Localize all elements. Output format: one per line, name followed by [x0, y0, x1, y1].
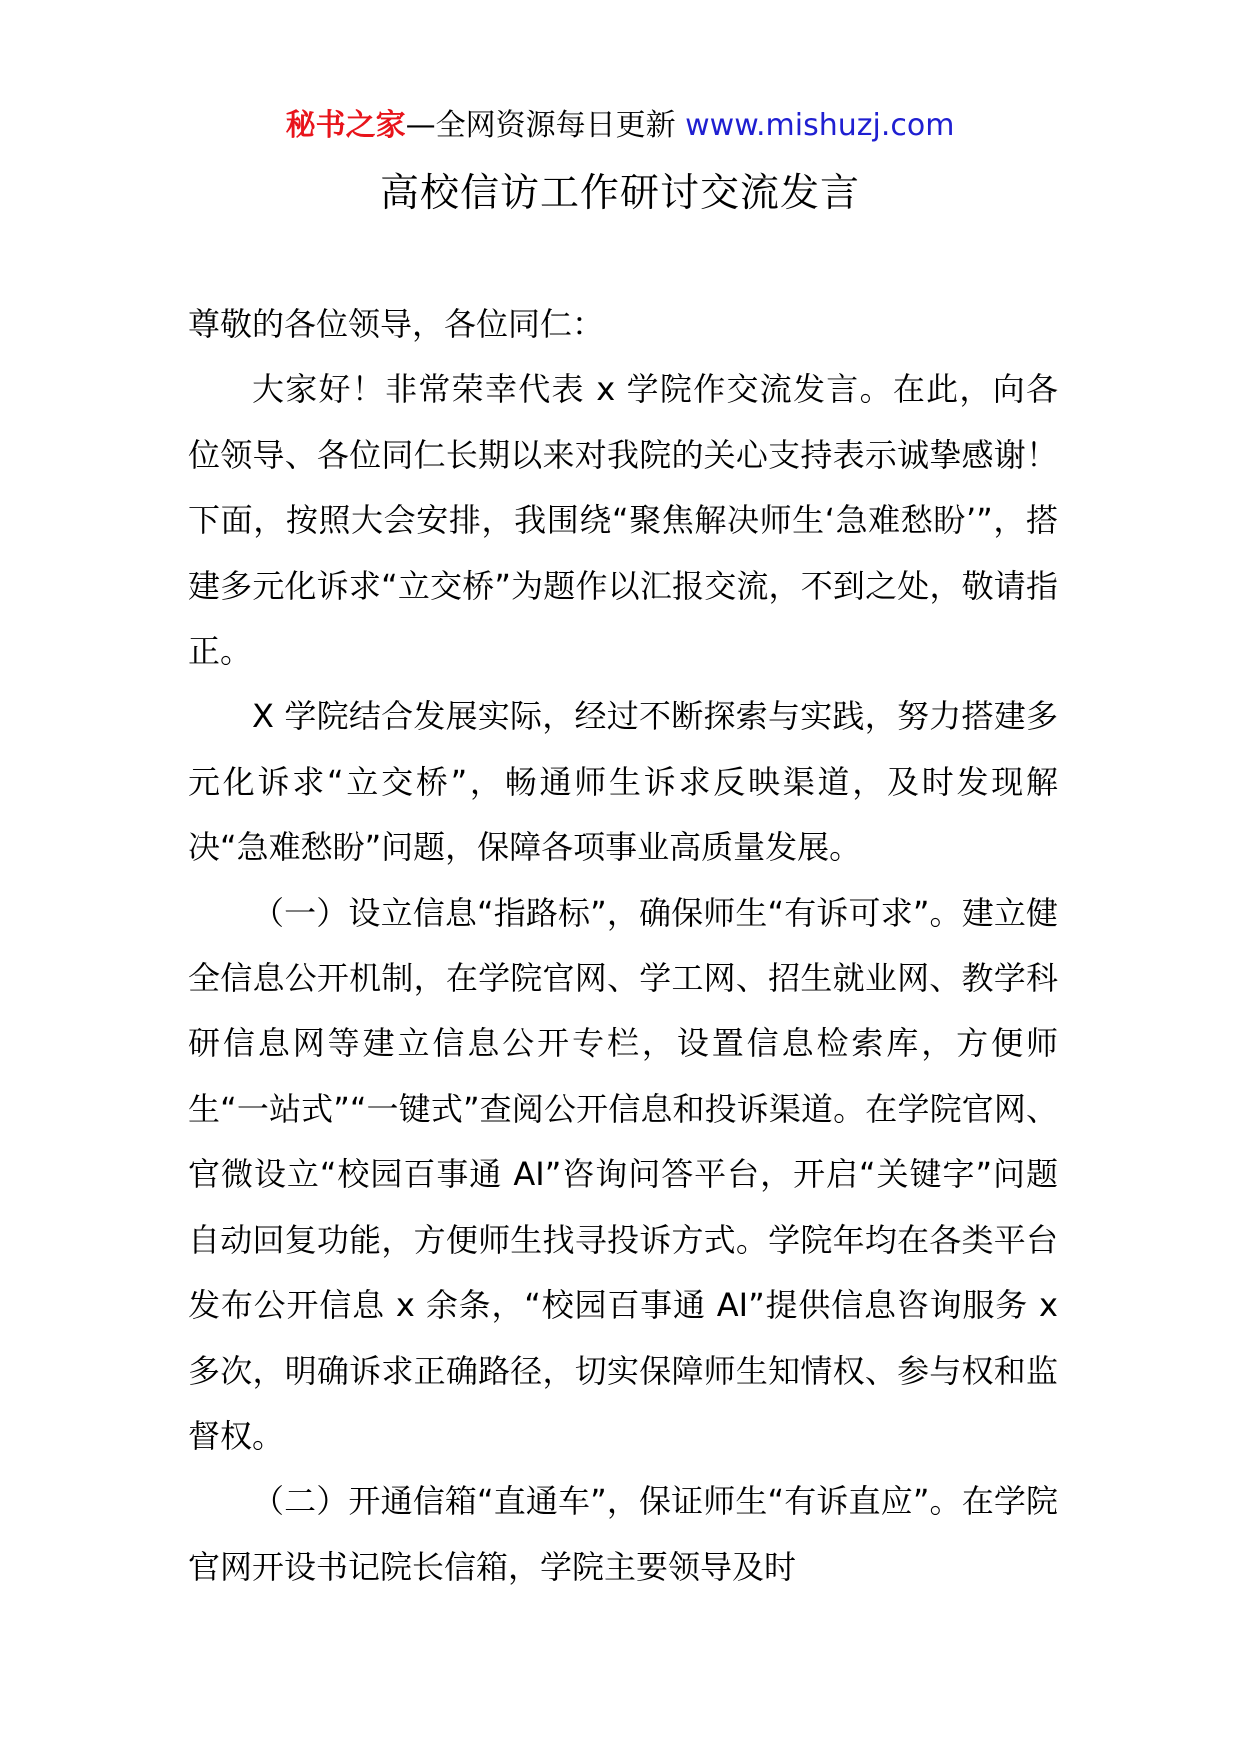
document-title: 高校信访工作研讨交流发言 [379, 171, 860, 216]
watermark-brand: 秘书之家 [285, 108, 406, 143]
watermark-url[interactable]: www.mishuzj.com [685, 108, 955, 143]
document-body [188, 292, 1058, 1600]
paragraph-overview: X 学院结合发展实际，经过不断探索与实践，努力搭建多元化诉求“立交桥”，畅通师生诉求反映渠道，及时发现解决“急难愁盼”问题，保障各项事业高质量发展。 [188, 697, 1058, 867]
paragraph-intro: 大家好！非常荣幸代表 x 学院作交流发言。在此，向各位领导、各位同仁长期以来对我院的关心支持表示诚挚感谢！下面，按照大会安排，我围绕“聚焦解决师生‘急难愁盼’”，搭建多元化诉求“立交桥”为题作以汇报交流，不到之处，敬请指正。 [188, 370, 1058, 671]
watermark-tagline: —全网资源每日更新 [405, 108, 686, 143]
paragraph-section-1: （一）设立信息“指路标”，确保师生“有诉可求”。建立健全信息公开机制，在学院官网、学工网、招生就业网、教学科研信息网等建立信息公开专栏，设置信息检索库，方便师生“一站式”“一键式”查阅公开信息和投诉渠道。在学院官网、官微设立“校园百事通 AI”咨询问答平台，开启“关键字”问题自动回复功能，方便师生找寻投诉方式。学院年均在各类平台发布公开信息 x 余条，“校园百事通 AI”提供信息咨询服务 x 多次，明确诉求正确路径，切实保障师生知情权、参与权和监督权。 [188, 893, 1058, 1455]
watermark-header [0, 104, 1240, 148]
paragraph-section-2: （二）开通信箱“直通车”，保证师生“有诉直应”。在学院官网开设书记院长信箱，学院主要领导及时 [188, 1482, 1058, 1586]
salutation: 尊敬的各位领导，各位同仁： [188, 305, 605, 343]
